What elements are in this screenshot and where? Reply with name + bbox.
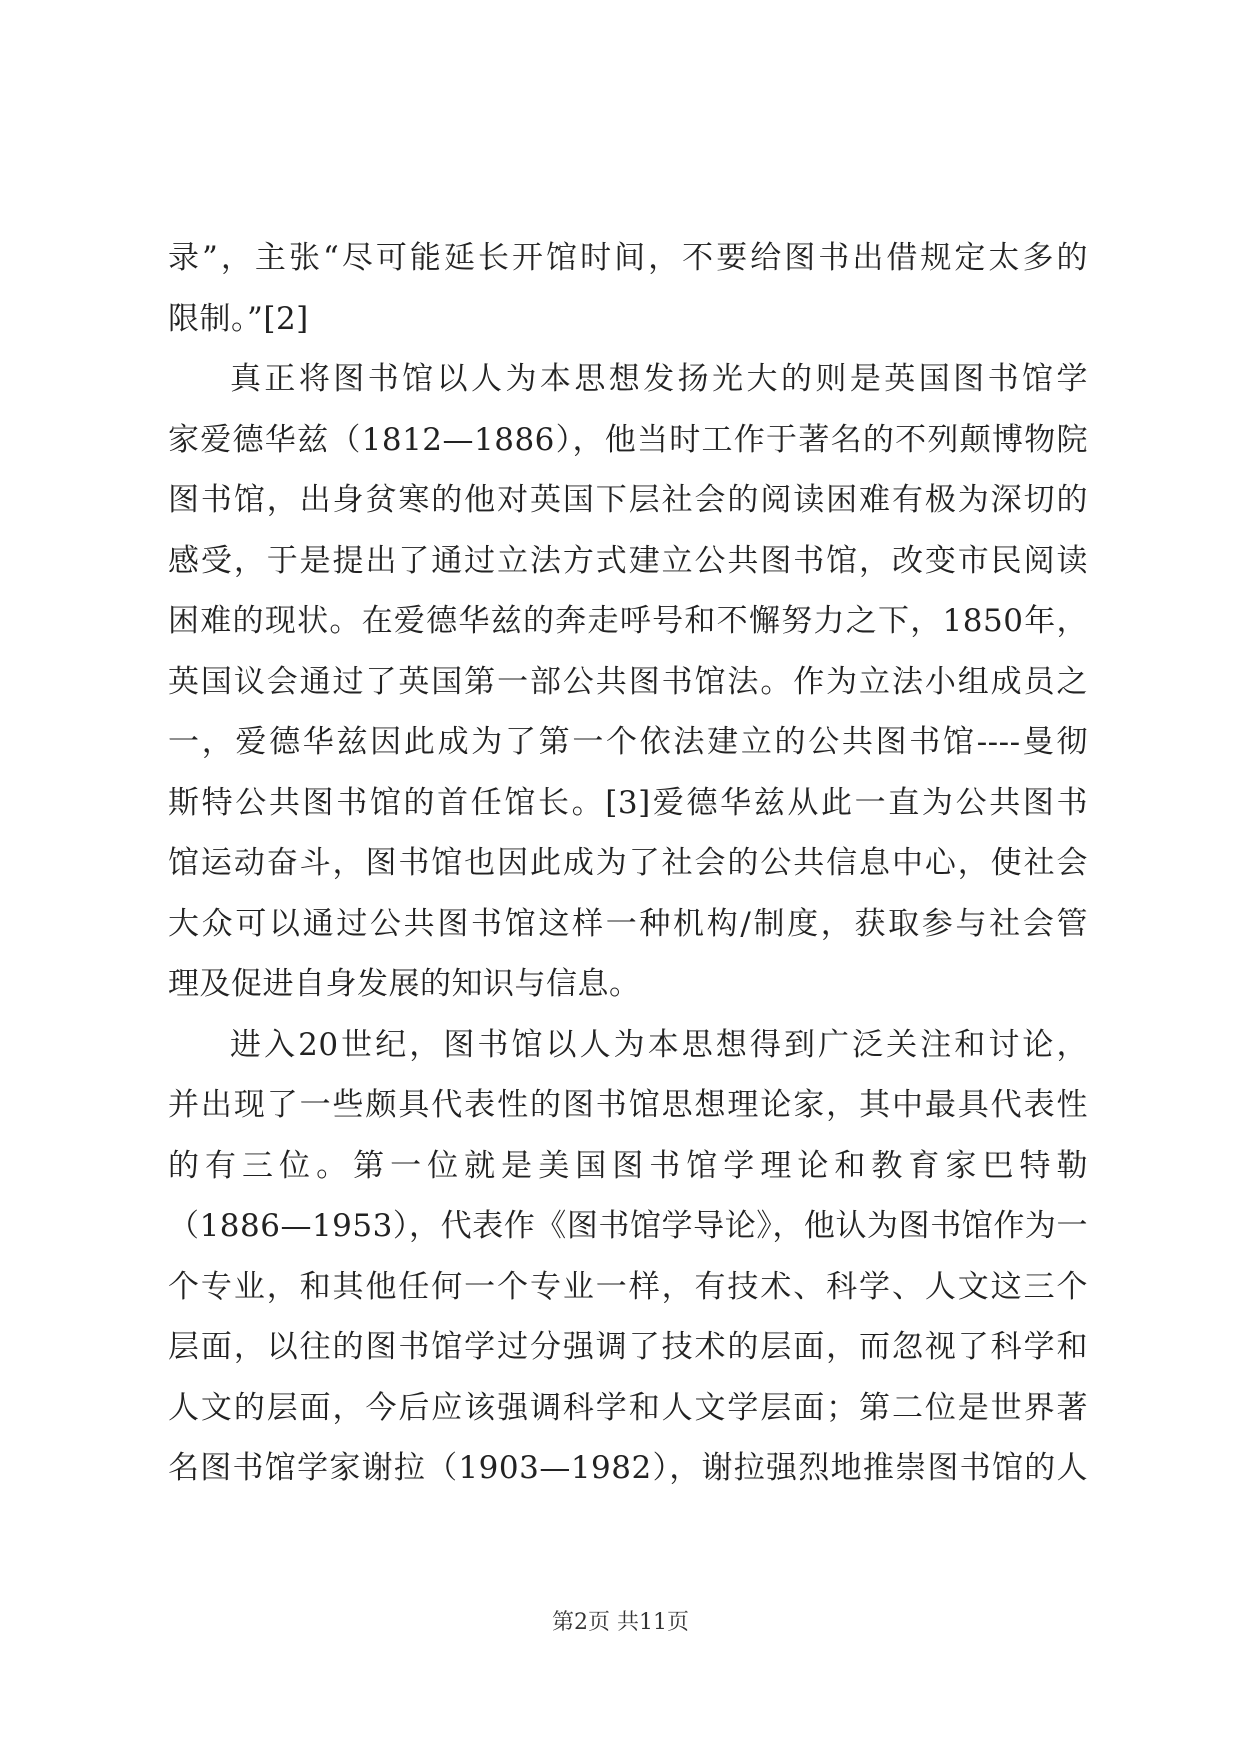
paragraph-3-line-3: 的有三位。第一位就是美国图书馆学理论和教育家巴特勒 [168,1147,1088,1184]
paragraph-2-line-8: 斯特公共图书馆的首任馆长。[3]爱德华兹从此一直为公共图书 [168,784,1088,821]
paragraph-2-line-2: 家爱德华兹（1812—1886），他当时工作于著名的不列颠博物院 [168,421,1088,458]
paragraph-2-line-5: 困难的现状。在爱德华兹的奔走呼号和不懈努力之下，1850年， [168,603,1088,639]
page-footer: 第2页 共11页 [552,1610,689,1635]
paragraph-1-line-1: 录”，主张“尽可能延长开馆时间，不要给图书出借规定太多的 [168,240,1088,276]
paragraph-3-line-7: 人文的层面，今后应该强调科学和人文学层面；第二位是世界著 [168,1389,1088,1426]
paragraph-2-line-3: 图书馆，出身贫寒的他对英国下层社会的阅读困难有极为深切的 [168,482,1088,518]
paragraph-3-line-1: 进入20世纪，图书馆以人为本思想得到广泛关注和讨论， [230,1026,1088,1063]
paragraph-3-line-8: 名图书馆学家谢拉（1903—1982），谢拉强烈地推崇图书馆的人 [168,1450,1088,1486]
paragraph-2-line-7: 一，爱德华兹因此成为了第一个依法建立的公共图书馆----曼彻 [168,724,1088,760]
paragraph-3-line-6: 层面，以往的图书馆学过分强调了技术的层面，而忽视了科学和 [168,1329,1088,1365]
paragraph-3-line-2: 并出现了一些颇具代表性的图书馆思想理论家，其中最具代表性 [168,1087,1088,1123]
paragraph-2-line-9: 馆运动奋斗，图书馆也因此成为了社会的公共信息中心，使社会 [168,845,1088,881]
body-text [168,228,1088,1499]
paragraph-2-line-4: 感受，于是提出了通过立法方式建立公共图书馆，改变市民阅读 [168,542,1088,579]
paragraph-1-line-2: 限制。”[2] [168,300,309,337]
paragraph-2-line-6: 英国议会通过了英国第一部公共图书馆法。作为立法小组成员之 [168,663,1088,700]
paragraph-3-line-5: 个专业，和其他任何一个专业一样，有技术、科学、人文这三个 [168,1268,1088,1305]
paragraph-2-line-11: 理及促进自身发展的知识与信息。 [168,966,641,1002]
paragraph-3-line-4: （1886—1953），代表作《图书馆学导论》，他认为图书馆作为一 [168,1208,1088,1244]
paragraph-2-line-1: 真正将图书馆以人为本思想发扬光大的则是英国图书馆学 [230,361,1088,397]
paragraph-2-line-10: 大众可以通过公共图书馆这样一种机构/制度，获取参与社会管 [168,905,1088,942]
